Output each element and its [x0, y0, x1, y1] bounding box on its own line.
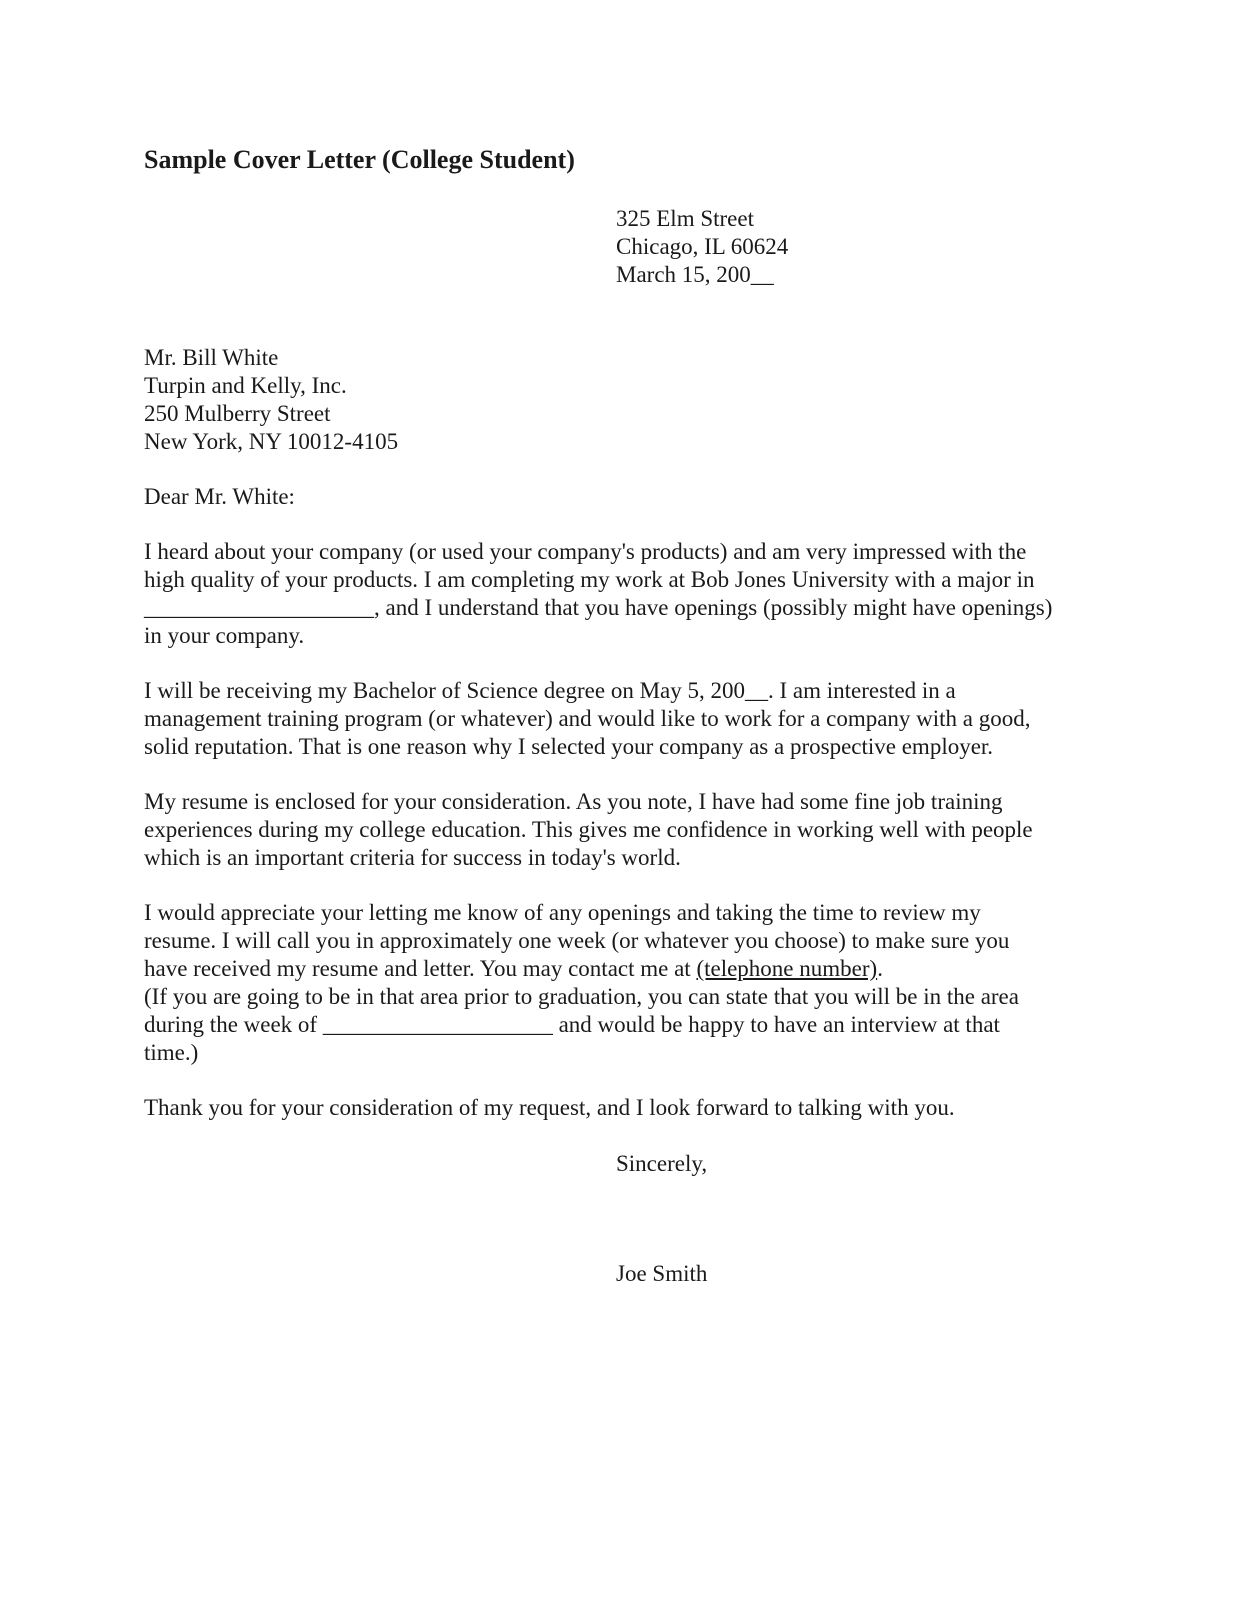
paragraph-line: resume. I will call you in approximately one week (or whatever you choose) to make sure you — [144, 928, 1010, 953]
sender-address — [616, 205, 788, 289]
contact-text: have received my resume and letter. You may contact me at — [144, 956, 697, 981]
paragraph-line: high quality of your products. I am completing my work at Bob Jones University with a major in — [144, 567, 1035, 592]
paragraph-5: Thank you for your consideration of my request, and I look forward to talking with you. — [144, 1095, 955, 1120]
paragraph-line: I heard about your company (or used your company's products) and am very impressed with the — [144, 539, 1027, 564]
contact-text-end: . — [877, 956, 883, 981]
paragraph-line: during the week of ____________________ and would be happy to have an interview at that — [144, 1012, 1000, 1037]
recipient-city-state-zip: New York, NY 10012-4105 — [144, 429, 399, 454]
recipient-address — [144, 344, 398, 456]
recipient-name: Mr. Bill White — [144, 345, 279, 370]
paragraph-2 — [144, 677, 1031, 761]
paragraph-line: I will be receiving my Bachelor of Science degree on May 5, 200__. I am interested in a — [144, 678, 956, 703]
closing: Sincerely, — [616, 1151, 708, 1176]
paragraph-line: ____________________, and I understand that you have openings (possibly might have openings) — [144, 595, 1053, 620]
paragraph-line: I would appreciate your letting me know of any openings and taking the time to review my — [144, 900, 981, 925]
signature-name: Joe Smith — [616, 1261, 708, 1286]
paragraph-line: in your company. — [144, 623, 305, 648]
telephone-number-placeholder: (telephone number) — [696, 956, 878, 981]
paragraph-line — [144, 955, 1019, 983]
paragraph-line: management training program (or whatever) and would like to work for a company with a good, — [144, 706, 1031, 731]
salutation: Dear Mr. White: — [144, 484, 295, 509]
recipient-street: 250 Mulberry Street — [144, 401, 331, 426]
paragraph-line: which is an important criteria for success in today's world. — [144, 845, 681, 870]
sender-street: 325 Elm Street — [616, 206, 754, 231]
letter-date: March 15, 200__ — [616, 262, 774, 287]
paragraph-line: time.) — [144, 1040, 199, 1065]
paragraph-line: solid reputation. That is one reason why I selected your company as a prospective employer. — [144, 734, 994, 759]
page-title: Sample Cover Letter (College Student) — [144, 145, 575, 174]
sender-city-state-zip: Chicago, IL 60624 — [616, 234, 789, 259]
paragraph-1 — [144, 538, 1052, 650]
paragraph-4 — [144, 899, 1019, 1067]
paragraph-3 — [144, 788, 1033, 872]
recipient-company: Turpin and Kelly, Inc. — [144, 373, 347, 398]
paragraph-line: My resume is enclosed for your consideration. As you note, I have had some fine job training — [144, 789, 1003, 814]
paragraph-line: (If you are going to be in that area prior to graduation, you can state that you will be in the area — [144, 984, 1019, 1009]
paragraph-line: experiences during my college education. This gives me confidence in working well with people — [144, 817, 1033, 842]
